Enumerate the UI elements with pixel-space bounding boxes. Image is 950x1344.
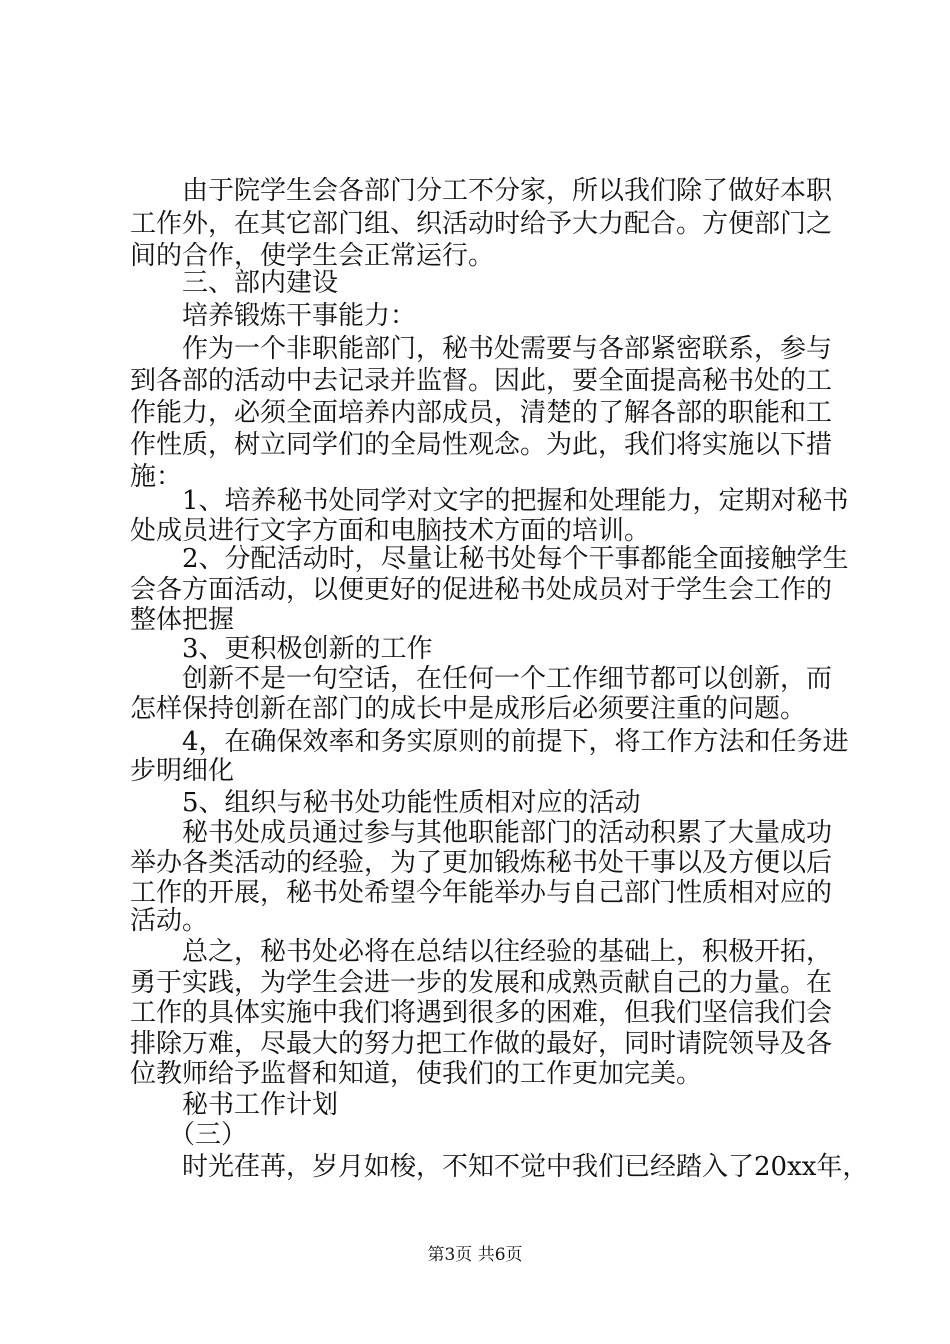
text-line: 工作的具体实施中我们将遇到很多的困难，但我们坚信我们会	[130, 998, 833, 1028]
text-line: 位教师给予监督和知道，使我们的工作更加完美。	[130, 1059, 703, 1089]
text-line: 秘书处成员通过参与其他职能部门的活动积累了大量成功	[130, 818, 833, 848]
section-heading: 三、部内建设	[130, 268, 339, 298]
text-line: 施：	[130, 462, 183, 492]
text-line: 怎样保持创新在部门的成长中是成形后必须要注重的问题。	[130, 694, 807, 724]
text-line: 勇于实践，为学生会进一步的发展和成熟贡献自己的力量。在	[130, 968, 833, 998]
text-line: 排除万难，尽最大的努力把工作做的最好，同时请院领导及各	[130, 1029, 833, 1059]
text-line: 间的合作，使学生会正常运行。	[130, 241, 495, 271]
list-item: 5、组织与秘书处功能性质相对应的活动	[130, 788, 641, 818]
text-line: 举办各类活动的经验，为了更加锻炼秘书处干事以及方便以后	[130, 848, 833, 878]
list-item: 2、分配活动时，尽量让秘书处每个干事都能全面接触学生	[130, 544, 849, 574]
subheading: 培养锻炼干事能力：	[130, 301, 417, 331]
list-item: 3、更积极创新的工作	[130, 634, 433, 664]
text-line: 作为一个非职能部门，秘书处需要与各部紧密联系，参与	[130, 334, 833, 364]
text-line: 整体把握	[130, 605, 235, 635]
text-line: 步明细化	[130, 756, 235, 786]
text-line: 时光荏苒，岁月如梭，不知不觉中我们已经踏入了20xx年，	[130, 1152, 869, 1182]
text-line: 作能力，必须全面培养内部成员，清楚的了解各部的职能和工	[130, 398, 833, 428]
text-line: 作性质，树立同学们的全局性观念。为此，我们将实施以下措	[130, 430, 833, 460]
text-line: 创新不是一句空话，在任何一个工作细节都可以创新，而	[130, 664, 833, 694]
text-line: 工作的开展，秘书处希望今年能举办与自己部门性质相对应的	[130, 878, 833, 908]
text-line: 工作外，在其它部门组、织活动时给予大力配合。方便部门之	[130, 209, 833, 239]
text-line: 总之，秘书处必将在总结以往经验的基础上，积极开拓，	[130, 937, 833, 967]
list-item: 4，在确保效率和务实原则的前提下，将工作方法和任务进	[130, 727, 849, 757]
text-line: 由于院学生会各部门分工不分家，所以我们除了做好本职	[130, 176, 833, 206]
text-line: 处成员进行文字方面和电脑技术方面的培训。	[130, 516, 651, 546]
document-title: 秘书工作计划	[130, 1090, 339, 1120]
text-line: 会各方面活动，以便更好的促进秘书处成员对于学生会工作的	[130, 575, 833, 605]
section-number: （三）	[130, 1120, 248, 1150]
list-item: 1、培养秘书处同学对文字的把握和处理能力，定期对秘书	[130, 486, 849, 516]
text-line: 活动。	[130, 906, 209, 936]
text-line: 到各部的活动中去记录并监督。因此，要全面提高秘书处的工	[130, 366, 833, 396]
page-footer: 第3页 共6页	[427, 1245, 523, 1265]
